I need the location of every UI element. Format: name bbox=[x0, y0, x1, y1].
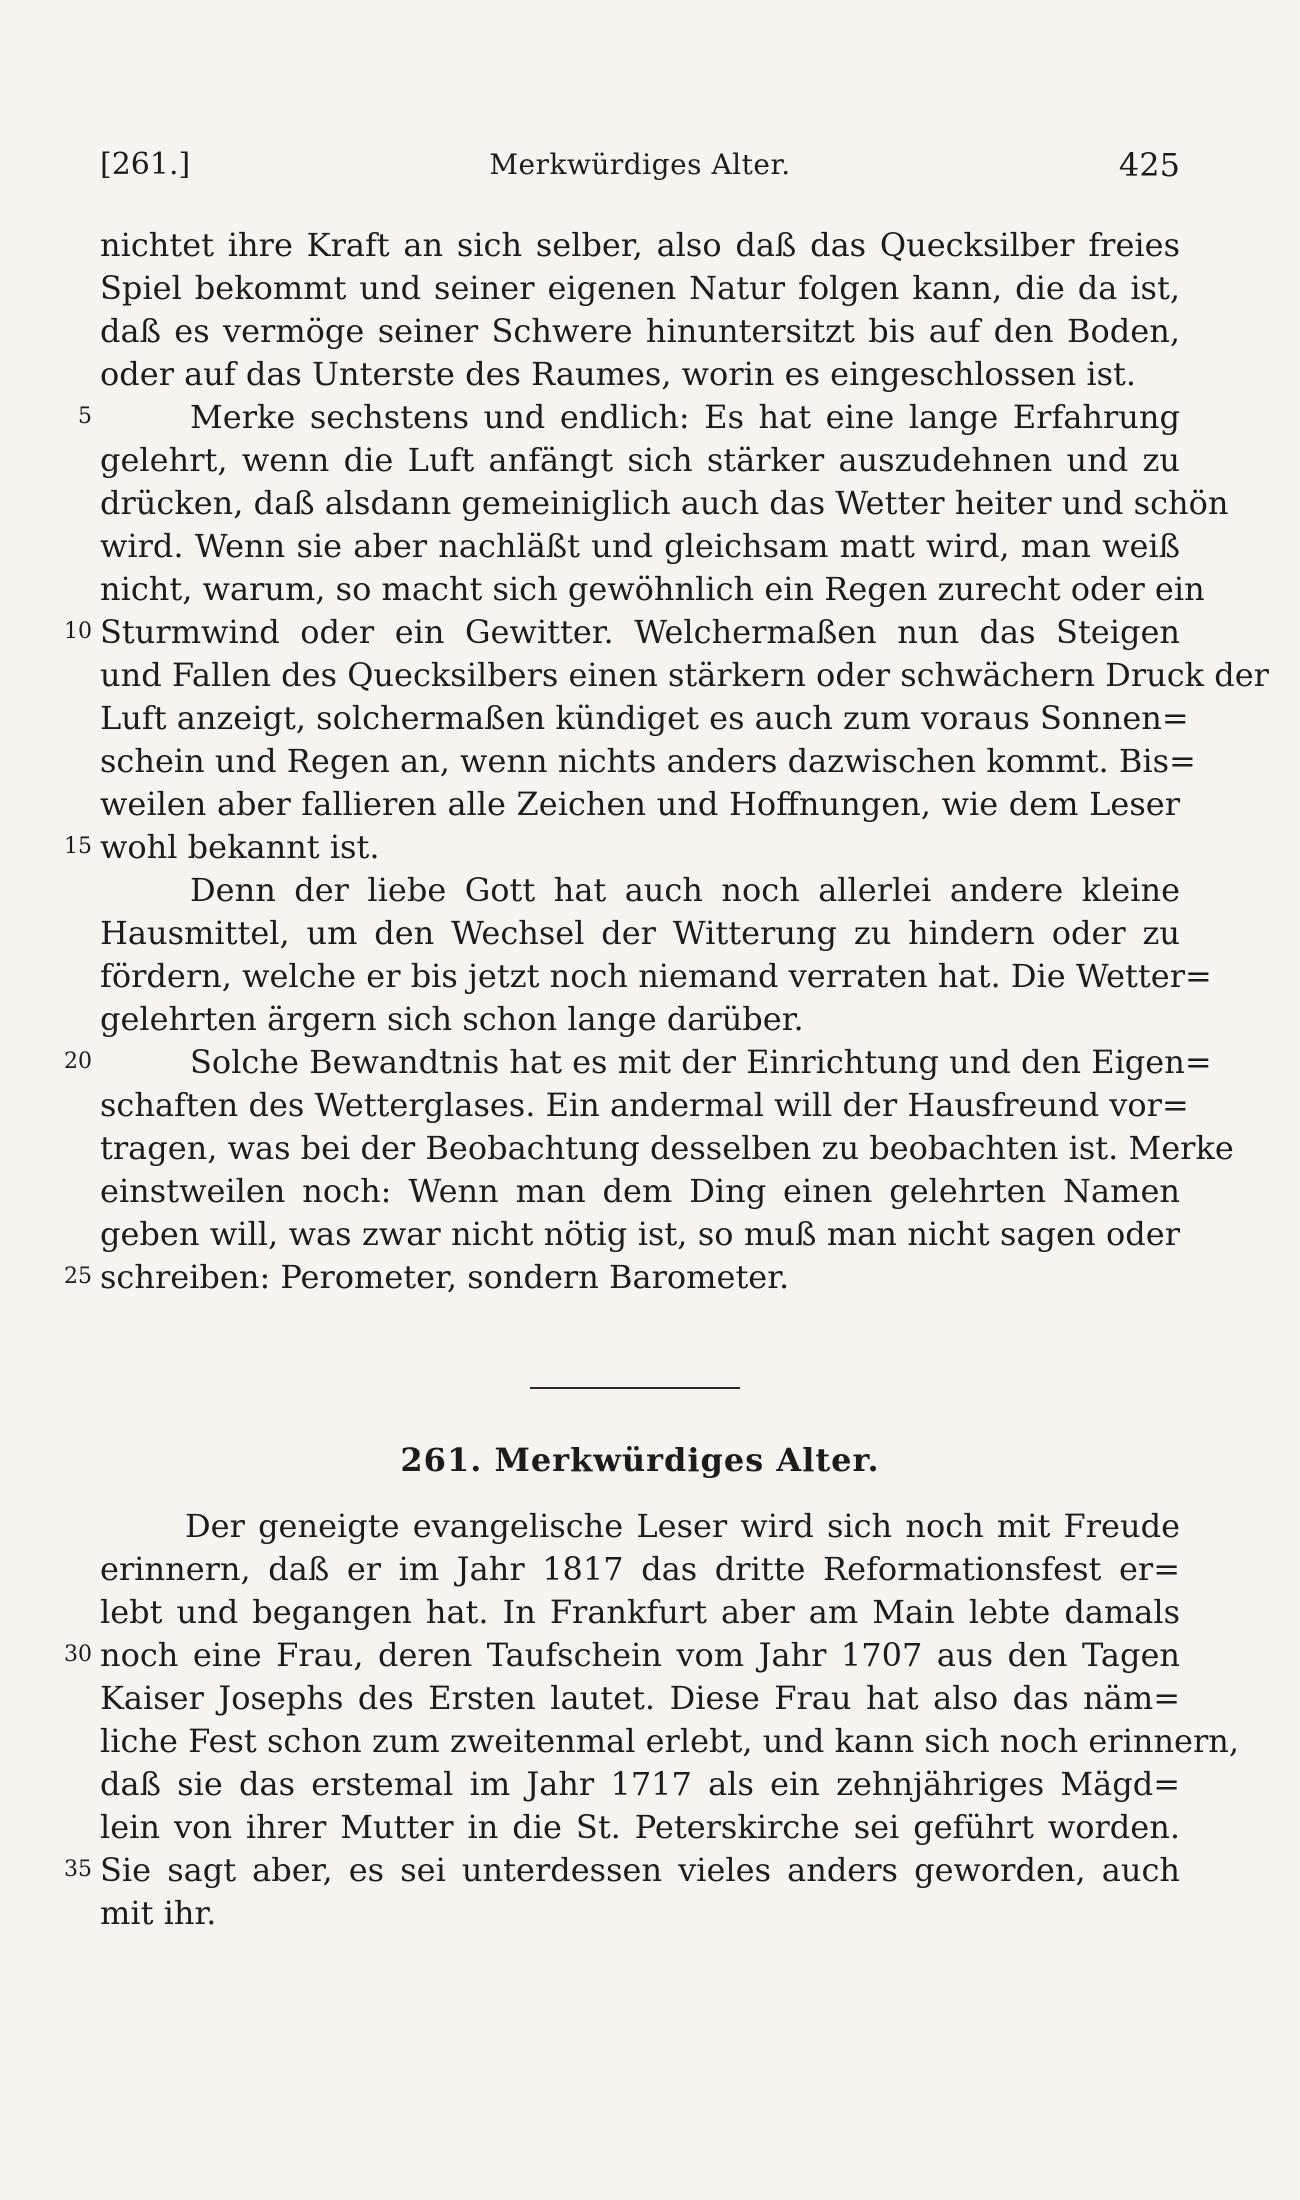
text-line: tragen, was bei der Beobachtung desselben zu beobachten ist. Merke bbox=[100, 1129, 1234, 1167]
line-number: 25 bbox=[64, 1264, 92, 1289]
text-line: Hausmittel, um den Wechsel der Witterung zu hindern oder zu bbox=[100, 914, 1180, 952]
line-number: 10 bbox=[64, 619, 92, 644]
text-line: Luft anzeigt, solchermaßen kündiget es auch zum voraus Sonnen= bbox=[100, 699, 1189, 737]
text-line: Sturmwind oder ein Gewitter. Welchermaßen nun das Steigen bbox=[100, 613, 1180, 651]
text-line: gelehrt, wenn die Luft anfängt sich stärker auszudehnen und zu bbox=[100, 441, 1180, 479]
text-line: weilen aber fallieren alle Zeichen und Hoffnungen, wie dem Leser bbox=[100, 785, 1180, 823]
text-line: geben will, was zwar nicht nötig ist, so muß man nicht sagen oder bbox=[100, 1215, 1180, 1253]
text-line: erinnern, daß er im Jahr 1817 das dritte Reformationsfest er= bbox=[100, 1550, 1180, 1588]
text-line: drücken, daß alsdann gemeiniglich auch das Wetter heiter und schön bbox=[100, 484, 1229, 522]
text-line: mit ihr. bbox=[100, 1894, 217, 1932]
text-line: lebt und begangen hat. In Frankfurt aber am Main lebte damals bbox=[100, 1593, 1180, 1631]
text-line: Der geneigte evangelische Leser wird sich noch mit Freude bbox=[185, 1507, 1180, 1545]
text-line: einstweilen noch: Wenn man dem Ding einen gelehrten Namen bbox=[100, 1172, 1180, 1210]
section-marker: [261.] bbox=[100, 147, 191, 182]
text-line: schreiben: Perometer, sondern Barometer. bbox=[100, 1258, 790, 1296]
text-line: schaften des Wetterglases. Ein andermal will der Hausfreund vor= bbox=[100, 1086, 1189, 1124]
line-number: 30 bbox=[64, 1642, 92, 1667]
text-line: nichtet ihre Kraft an sich selber, also daß das Quecksilber freies bbox=[100, 226, 1180, 264]
page-number: 425 bbox=[1118, 146, 1180, 184]
text-line: Sie sagt aber, es sei unterdessen vieles anders geworden, auch bbox=[100, 1851, 1180, 1889]
text-line: Kaiser Josephs des Ersten lautet. Diese Frau hat also das näm= bbox=[100, 1679, 1180, 1717]
line-number: 5 bbox=[78, 404, 92, 429]
text-line: Merke sechstens und endlich: Es hat eine lange Erfahrung bbox=[190, 398, 1180, 436]
text-line: noch eine Frau, deren Taufschein vom Jahr 1707 aus den Tagen bbox=[100, 1636, 1180, 1674]
line-number: 35 bbox=[64, 1857, 92, 1882]
text-line: daß sie das erstemal im Jahr 1717 als ein zehnjähriges Mägd= bbox=[100, 1765, 1180, 1803]
text-line: wohl bekannt ist. bbox=[100, 828, 380, 866]
text-line: nicht, warum, so macht sich gewöhnlich ein Regen zurecht oder ein bbox=[100, 570, 1205, 608]
text-line: oder auf das Unterste des Raumes, worin es eingeschlossen ist. bbox=[100, 355, 1137, 393]
text-line: Denn der liebe Gott hat auch noch allerlei andere kleine bbox=[190, 871, 1180, 909]
running-title: Merkwürdiges Alter. bbox=[489, 148, 791, 181]
text-line: gelehrten ärgern sich schon lange darüber. bbox=[100, 1000, 804, 1038]
text-line: schein und Regen an, wenn nichts anders dazwischen kommt. Bis= bbox=[100, 742, 1196, 780]
text-line: lein von ihrer Mutter in die St. Peterskirche sei geführt worden. bbox=[100, 1808, 1180, 1846]
page-header bbox=[100, 140, 1180, 190]
section-title: 261. Merkwürdiges Alter. bbox=[400, 1441, 880, 1479]
text-line: fördern, welche er bis jetzt noch niemand verraten hat. Die Wetter= bbox=[100, 957, 1212, 995]
section-divider bbox=[530, 1387, 740, 1389]
text-line: Spiel bekommt und seiner eigenen Natur folgen kann, die da ist, bbox=[100, 269, 1180, 307]
text-line: und Fallen des Quecksilbers einen stärkern oder schwächern Druck der bbox=[100, 656, 1269, 694]
text-line: wird. Wenn sie aber nachläßt und gleichsam matt wird, man weiß bbox=[100, 527, 1180, 565]
text-line: liche Fest schon zum zweitenmal erlebt, und kann sich noch erinnern, bbox=[100, 1722, 1240, 1760]
line-number: 15 bbox=[64, 834, 92, 859]
text-line: daß es vermöge seiner Schwere hinuntersitzt bis auf den Boden, bbox=[100, 312, 1180, 350]
text-line: Solche Bewandtnis hat es mit der Einrichtung und den Eigen= bbox=[190, 1043, 1212, 1081]
line-number: 20 bbox=[64, 1049, 92, 1074]
